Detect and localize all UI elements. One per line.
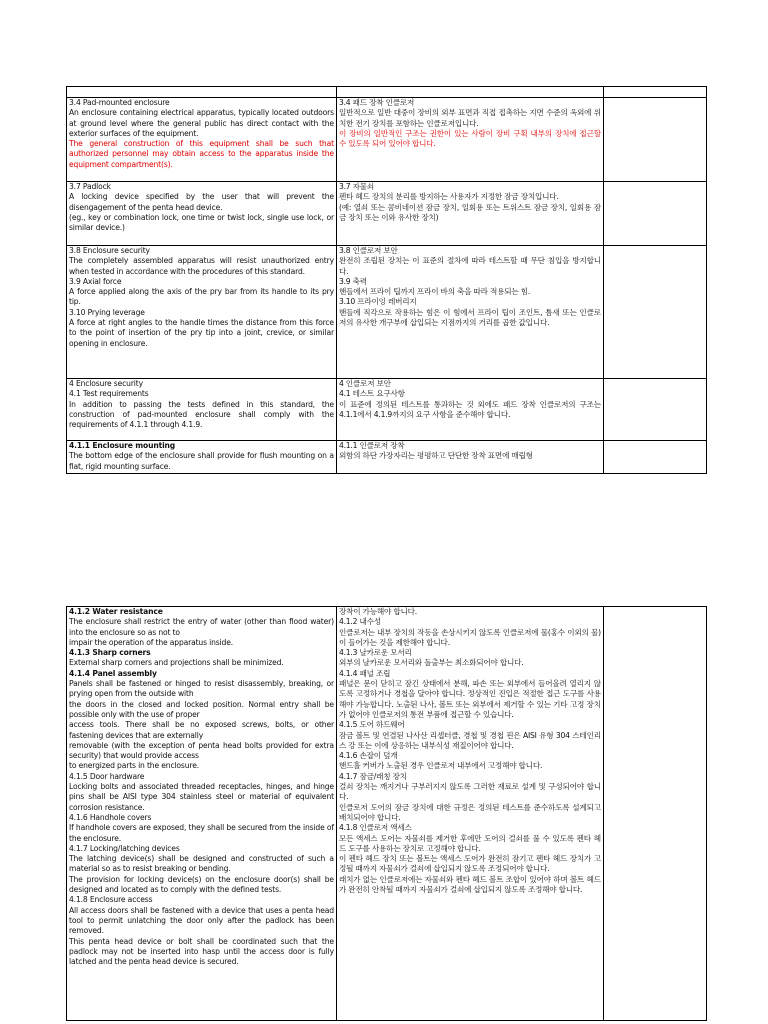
ko-cell [336,98,603,182]
en-line: The enclosure shall restrict the entry of water (other than flood water) into the enclosure so as not to [69,617,334,637]
note-cell [603,246,706,379]
ko-line: 4.1.3 날카로운 모서리 [338,648,412,658]
en-line: All access doors shall be fastened with a device that uses a penta head tool to permit unlatching the door only after the padlock has been removed. [69,905,334,936]
en-heading: 4.1.1 Enclosure mounting [69,441,176,450]
en-line: Locking bolts and associated threaded receptacles, hinges, and hinge pins shall be AISI type 304 stainless steel or material of equivalent corrosion resistance. [69,782,334,812]
header-cell-en [67,87,337,98]
note-cell [603,98,706,182]
ko-line: 이 펜타 헤드 장치 또는 볼트는 액세스 도어가 완전히 잠기고 펜타 헤드 장치가 고정될 때까지 자물쇠가 걸쇠에 삽입되지 않도록 조정되어야 합니다. [338,854,601,874]
ko-cell [336,182,603,246]
ko-line: (예: 열쇠 또는 콤비네이션 잠금 장치, 일회용 또는 트위스트 잠금 장치, 일회용 잠금 장치 또는 이와 유사한 장치) [338,202,601,222]
ko-cell [336,246,603,379]
ko-line: 래치가 없는 인클로저에는 자물쇠와 펜타 헤드 볼트 조합이 있어야 하며 볼트 헤드가 완전히 안착될 때까지 자물쇠가 걸쇠에 삽입되지 않도록 조정해야 합니다. [338,874,601,895]
en-line: The bottom edge of the enclosure shall provide for flush mounting on a flat, rigid mounting surface. [69,451,334,471]
ko-line: 장착이 가능해야 합니다. [338,607,417,616]
ko-line: 3.8 인클로저 보안 [338,246,398,255]
ko-line: 3.9 축력 [338,276,367,286]
en-line: to energized parts in the enclosure. [69,761,199,771]
en-line: 3.7 Padlock [69,182,111,191]
ko-line: 이 표준에 정의된 테스트를 통과하는 것 외에도 패드 장착 인클로저의 구조는 4.1.1에서 4.1.9까지의 요구 사항을 준수해야 합니다. [338,399,601,419]
en-cell [67,182,337,246]
ko-line: 4.1.7 잠금/래칭 장치 [338,771,407,781]
note-cell [603,379,706,441]
en-line: Panels shall be fastened or hinged to resist disassembly, breaking, or prying open from the outside with [69,679,334,699]
ko-line: 4.1.4 패널 조립 [338,668,391,678]
en-line: 3.8 Enclosure security [69,246,150,255]
en-line: 3.4 Pad-mounted enclosure [69,98,170,107]
en-line: A force applied along the axis of the pry bar from its handle to its pry tip. [69,287,334,307]
en-line: 4.1.7 Locking/latching devices [69,843,180,853]
ko-cell [336,379,603,441]
ko-line: 인클로저는 내부 장치의 작동을 손상시키지 않도록 인클로저에 물(홍수 이외의 물)이 들어가는 것을 제한해야 합니다. [338,627,601,647]
ko-line: 펜타 헤드 장치의 분리를 방지하는 사용자가 지정한 잠금 장치입니다. [338,192,559,202]
ko-line: 외부의 날카로운 모서리와 돌출부는 최소화되어야 합니다. [338,658,524,668]
en-line: This penta head device or bolt shall be coordinated such that the padlock may not be inserted into hasp until the access door is fully latched and the penta head device is secured. [69,936,334,967]
en-line: 4.1.8 Enclosure access [69,895,153,905]
ko-line: 4.1.2 내수성 [338,617,381,627]
ko-line: 3.7 자물쇠 [338,182,375,191]
en-line: 4 Enclosure security [69,379,143,388]
en-line: An enclosure containing electrical apparatus, typically located outdoors at ground level where the general public has direct contact with the exterior surfaces of the equipment. [69,108,334,138]
ko-line: 외함의 하단 가장자리는 평평하고 단단한 장착 표면에 매립형 [338,451,533,461]
en-line: the doors in the closed and locked position. Normal entry shall be possible only with the use of proper [69,699,334,719]
en-cell [67,379,337,441]
ko-line: 3.10 프라이잉 레버리지 [338,297,417,307]
note-cell [603,441,706,474]
header-cell-ko [336,87,603,98]
ko-line: 패널은 문이 닫히고 잠긴 상태에서 분해, 파손 또는 외부에서 들어올려 열리지 않도록 고정하거나 경첩을 달아야 합니다. 정상적인 진입은 적절한 접근 도구를 사용해야 가능합니다. 노출된 나사, 볼트 또는 외부에서 제거할 수 있는 기타 고정 장치가 없어야 인클로저의 통전 부품에 접근할 수 있습니다. [338,679,601,719]
en-line: The completely assembled apparatus will resist unauthorized entry when tested in accordance with the procedures of this standard. [69,256,334,276]
en-line: The provision for locking device(s) on the enclosure door(s) shall be designed and located as to comply with the defined tests. [69,874,334,895]
header-cell-note [603,87,706,98]
ko-line: 4.1 테스트 요구사항 [338,389,405,399]
en-line: impair the operation of the apparatus inside. [69,637,234,647]
ko-line: 완전히 조립된 장치는 이 표준의 절차에 따라 테스트할 때 무단 침입을 방지합니다. [338,256,601,276]
en-line: If handhole covers are exposed, they shall be secured from the inside of the enclosure. [69,823,334,843]
translation-table-1 [66,86,707,474]
note-cell [603,182,706,246]
en-line: A locking device specified by the user that will prevent the disengagement of the penta head device. [69,192,334,212]
note-cell [603,607,706,1021]
ko-line: 핸드홀 커버가 노출된 경우 인클로저 내부에서 고정해야 합니다. [338,761,543,771]
en-heading: 4.1.3 Sharp corners [69,648,151,658]
ko-line: 3.4 패드 장착 인클로저 [338,98,415,107]
ko-line: 4.1.1 인클로저 장착 [338,441,405,450]
en-line: 3.10 Prying leverage [69,307,145,317]
ko-cell [336,607,603,1021]
ko-line: 인클로저 도어의 잠금 장치에 대한 규정은 정의된 테스트를 준수하도록 설계되고 배치되어야 합니다. [338,802,601,822]
ko-line: 모든 액세스 도어는 자물쇠를 제거한 후에만 도어의 걸쇠를 풀 수 있도록 펜타 헤드 도구를 사용하는 장치로 고정해야 합니다. [338,833,601,853]
ko-line: 잠금 볼트 및 연결된 나사산 리셉터클, 경첩 및 경첩 핀은 AISI 유형 304 스테인리스 강 또는 이에 상응하는 내부식성 재질이어야 합니다. [338,730,601,750]
en-cell [67,98,337,182]
translation-table-2 [66,606,707,1021]
en-line: In addition to passing the tests defined in this standard, the construction of pad-mounted enclosure shall comply with the requirements of 4.1.1 through 4.1.9. [69,399,334,430]
en-line: access tools. There shall be no exposed screws, bolts, or other fastening devices that are externally [69,720,334,740]
en-cell [67,607,337,1021]
ko-line: 4 인클로저 보안 [338,379,391,388]
en-line: A force at right angles to the handle times the distance from this force to the point of insertion of the pry tip into a joint, crevice, or similar opening in enclosure. [69,318,334,348]
ko-line: 핸들에 직각으로 작용하는 힘은 이 힘에서 프라이 팁이 조인트, 틈새 또는 인클로저의 유사한 개구부에 삽입되는 지점까지의 거리를 곱한 값입니다. [338,307,601,328]
en-line: 3.9 Axial force [69,276,122,286]
en-heading: 4.1.2 Water resistance [69,607,163,616]
ko-line: 핸들에서 프라이 팁까지 프라이 바의 축을 따라 적용되는 힘. [338,287,531,297]
ko-line: 4.1.5 도어 하드웨어 [338,720,405,730]
en-line: The latching device(s) shall be designed and constructed of such a material so as to resist breaking or bending. [69,854,334,874]
en-line: External sharp corners and projections shall be minimized. [69,658,284,668]
ko-line: 4.1.6 손잡이 덮개 [338,751,398,761]
ko-line-red: 이 장비의 일반적인 구조는 권한이 있는 사람이 장비 구획 내부의 장치에 접근할 수 있도록 되어 있어야 합니다. [338,128,601,149]
en-heading: 4.1.4 Panel assembly [69,668,157,678]
en-line: (eg., key or combination lock, one time or twist lock, single use lock, or similar device.) [69,212,334,233]
en-line: 4.1.6 Handhole covers [69,812,152,822]
ko-cell [336,441,603,474]
en-cell [67,246,337,379]
ko-line: 걸쇠 장치는 깨지거나 구부러지지 않도록 그러한 재료로 설계 및 구성되어야 합니다. [338,782,601,802]
en-line-red: The general construction of this equipment shall be such that authorized personnel may obtain access to the apparatus inside the equipment compartment(s). [69,139,334,169]
ko-line: 일반적으로 일반 대중이 장비의 외부 표면과 직접 접촉하는 지면 수준의 옥외에 위치한 전기 장치를 포함하는 인클로저입니다. [338,108,601,128]
en-line: removable (with the exception of penta head bolts provided for extra security) that would provide access [69,740,334,761]
en-line: 4.1.5 Door hardware [69,771,145,781]
en-cell [67,441,337,474]
en-line: 4.1 Test requirements [69,389,149,399]
ko-line: 4.1.8 인클로저 액세스 [338,823,412,833]
